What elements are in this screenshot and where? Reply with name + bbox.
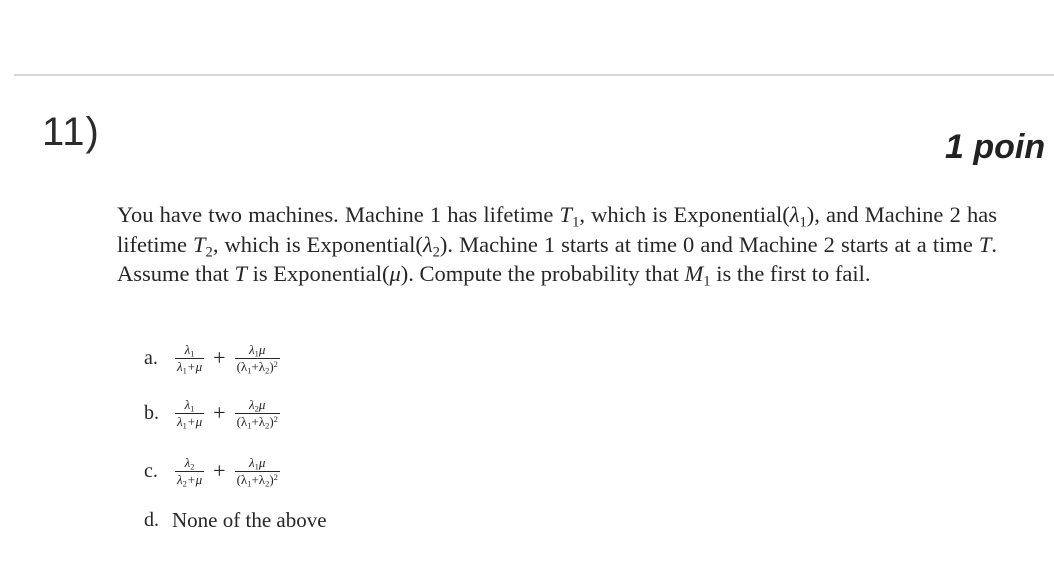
text-segment: is the first to fail. [710, 261, 871, 286]
text-segment: ), and Machine 2 has lifetime [117, 202, 997, 257]
math-var: T [193, 231, 206, 257]
fraction-numerator: $\lambda_1\mu$ [249, 454, 266, 472]
fraction-denominator: $(\lambda_1+\lambda_2)^2$ [236, 413, 278, 431]
plus-sign: + [213, 345, 226, 370]
math-sub: 1 [799, 214, 807, 231]
fraction [235, 343, 280, 374]
fraction-denominator: $(\lambda_1+\lambda_2)^2$ [236, 358, 278, 376]
question-number: 11) [42, 110, 100, 154]
math-var: λ [789, 202, 800, 227]
math-var: T [978, 231, 992, 257]
points-label: 1 poin [945, 128, 1046, 166]
option-b[interactable] [144, 393, 283, 433]
math-var: μ [389, 261, 401, 286]
math-sub: 1 [703, 273, 711, 290]
question-text [117, 200, 997, 289]
fraction [175, 343, 204, 374]
fraction [175, 398, 204, 429]
text-segment: , which is Exponential( [579, 202, 790, 227]
fraction-numerator: $\lambda_1\mu$ [249, 341, 266, 359]
plus-sign: + [213, 458, 226, 483]
option-a[interactable] [144, 338, 283, 378]
text-segment: ). Compute the probability that [400, 261, 685, 286]
text-segment: ). Machine 1 starts at time 0 and Machine 2 starts at a time [439, 231, 979, 257]
option-letter: a. [144, 346, 158, 369]
header-divider [14, 74, 1054, 76]
fraction-numerator: $\lambda_1$ [184, 341, 195, 359]
text-segment: is Exponential( [247, 261, 390, 286]
fraction [175, 456, 204, 487]
option-letter: d. [144, 508, 159, 531]
fraction-denominator: $\lambda_1+\mu$ [177, 358, 203, 376]
option-c[interactable] [144, 451, 283, 491]
option-text: None of the above [172, 507, 327, 532]
option-letter: c. [144, 459, 158, 482]
option-d[interactable] [144, 500, 327, 540]
math-var: T [234, 261, 248, 286]
math-sub: 1 [572, 214, 580, 231]
fraction [235, 456, 280, 487]
option-letter: b. [144, 401, 159, 424]
math-sub: 2 [205, 243, 213, 260]
fraction-denominator: $\lambda_2+\mu$ [177, 471, 203, 489]
math-var: T [559, 202, 573, 227]
math-var: λ [422, 231, 433, 257]
fraction-numerator: $\lambda_2\mu$ [249, 396, 266, 414]
plus-sign: + [213, 400, 226, 425]
math-sub: 2 [432, 243, 440, 260]
text-segment: , which is Exponential( [212, 231, 423, 257]
fraction-denominator: $(\lambda_1+\lambda_2)^2$ [236, 471, 278, 489]
fraction-numerator: $\lambda_2$ [184, 454, 195, 472]
fraction-numerator: $\lambda_1$ [184, 396, 195, 414]
fraction [235, 398, 280, 429]
text-segment: You have two machines. Machine 1 has lifetime [117, 202, 560, 227]
text-segment: . Assume that [117, 231, 997, 286]
math-var: M [684, 261, 704, 286]
fraction-denominator: $\lambda_1+\mu$ [177, 413, 203, 431]
